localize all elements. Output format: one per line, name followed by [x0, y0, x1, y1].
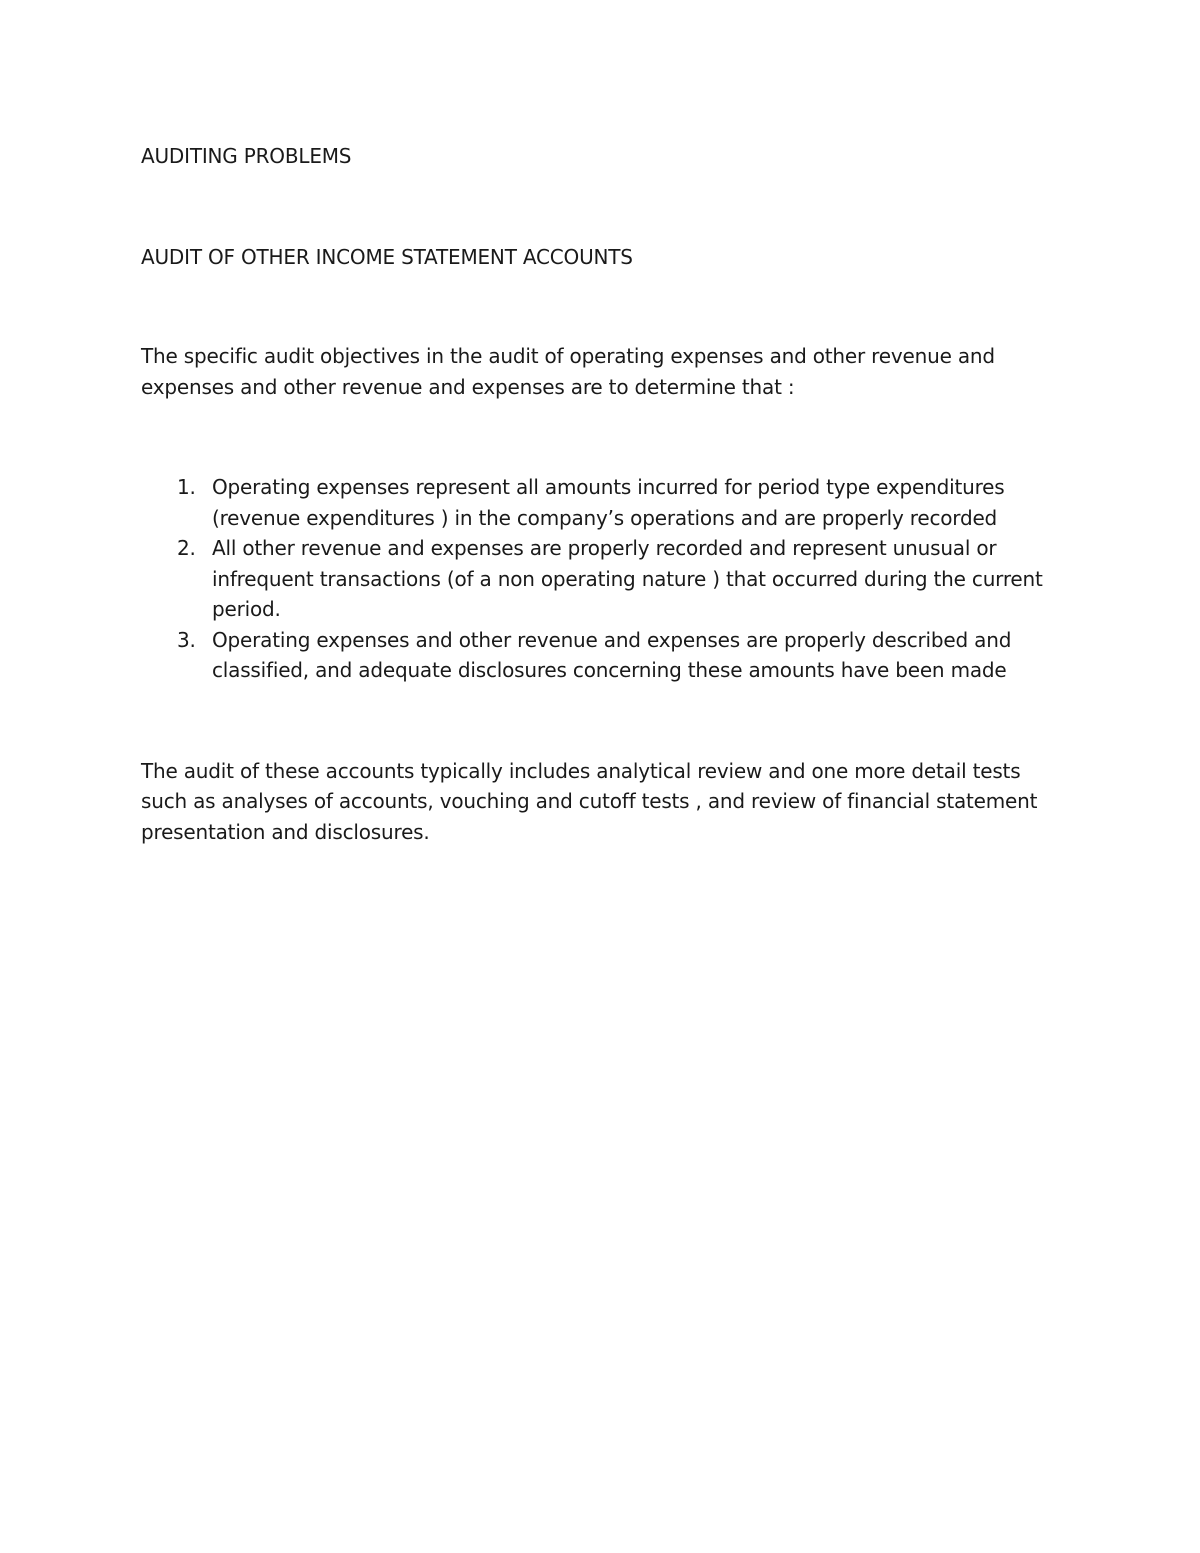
list-item-number: 1.: [177, 475, 196, 499]
list-item: [141, 533, 1061, 625]
list-item-text: Operating expenses and other revenue and expenses are properly described and classified, and adequate disclosures concerning these amounts have been made: [212, 627, 1012, 682]
closing-paragraph: The audit of these accounts typically includes analytical review and one more detail tests such as analyses of accounts, vouching and cutoff tests , and review of financial statement presentation and disclosures.: [141, 758, 1038, 844]
document-title: AUDITING PROBLEMS: [141, 144, 352, 168]
objectives-list: [141, 472, 1061, 686]
list-item-text: All other revenue and expenses are properly recorded and represent unusual or infrequent transactions (of a non operating nature ) that occurred during the current period.: [212, 536, 1043, 621]
list-item: [141, 472, 1061, 533]
section-heading: AUDIT OF OTHER INCOME STATEMENT ACCOUNTS: [141, 244, 633, 269]
list-item: [141, 625, 1061, 686]
list-item-number: 2.: [177, 536, 196, 560]
list-item-text: Operating expenses represent all amounts incurred for period type expenditures (revenue expenditures ) in the company’s operations and are properly recorded: [212, 475, 1005, 530]
intro-paragraph: The specific audit objectives in the audit of operating expenses and other revenue and expenses and other revenue and expenses are to determine that :: [141, 344, 995, 399]
document-content: [141, 141, 1061, 847]
list-item-number: 3.: [177, 627, 196, 652]
